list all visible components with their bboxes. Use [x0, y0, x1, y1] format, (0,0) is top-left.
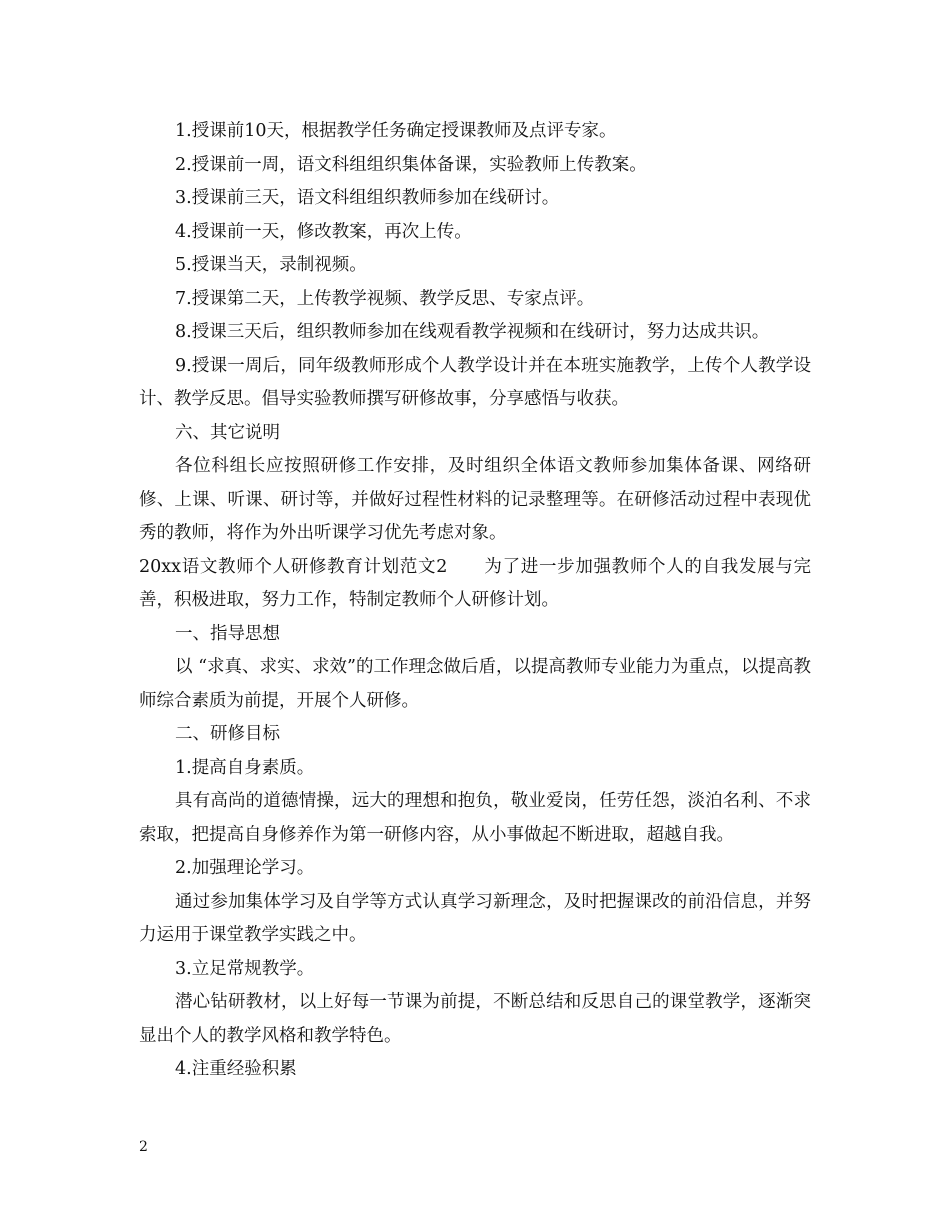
paragraph-step-4: 4.授课前一天，修改教案，再次上传。 [175, 221, 472, 242]
article-title-paragraph: 20xx语文教师个人研修教育计划范文2 为了进一步加强教师个人的自我发展与完善，积极进取，努力工作，特制定教师个人研修计划。 [139, 556, 811, 610]
paragraph-step-7: 7.授课第二天，上传教学视频、教学反思、专家点评。 [175, 288, 595, 309]
paragraph-other-notes: 各位科组长应按照研修工作安排，及时组织全体语文教师参加集体备课、网络研修、上课、听课、研讨等，并做好过程性材料的记录整理等。在研修活动过程中表现优秀的教师，将作为外出听课学习优先考虑对象。 [139, 456, 811, 543]
paragraph-regular-teaching: 潜心钻研教材，以上好每一节课为前提，不断总结和反思自己的课堂教学，逐渐突显出个人的教学风格和教学特色。 [139, 992, 811, 1046]
subheading-theory-study: 2.加强理论学习。 [175, 858, 315, 878]
subheading-improve-quality: 1.提高自身素质。 [175, 757, 315, 778]
subheading-experience: 4.注重经验积累 [175, 1059, 297, 1079]
subheading-regular-teaching: 3.立足常规教学。 [175, 958, 315, 979]
paragraph-step-3: 3.授课前三天，语文科组组织教师参加在线研讨。 [175, 188, 560, 208]
paragraph-theory-study: 通过参加集体学习及自学等方式认真学习新理念，及时把握课改的前沿信息，并努力运用于课堂教学实践之中。 [139, 891, 811, 945]
section-heading-research-goals: 二、研修目标 [175, 724, 280, 744]
paragraph-improve-quality: 具有高尚的道德情操，远大的理想和抱负，敬业爱岗，任劳任怨，淡泊名利、不求索取，把提高自身修养作为第一研修内容，从小事做起不断进取，超越自我。 [139, 791, 811, 845]
page-number: 2 [139, 1139, 148, 1155]
paragraph-step-9: 9.授课一周后，同年级教师形成个人教学设计并在本班实施教学，上传个人教学设计、教学反思。倡导实验教师撰写研修故事，分享感悟与收获。 [139, 355, 811, 409]
section-heading-guiding-ideology: 一、指导思想 [175, 623, 280, 644]
paragraph-guiding-ideology: 以 “求真、求实、求效”的工作理念做后盾，以提高教师专业能力为重点，以提高教师综合素质为前提，开展个人研修。 [139, 657, 811, 711]
document-body [139, 115, 811, 1087]
paragraph-step-1: 1.授课前10天，根据教学任务确定授课教师及点评专家。 [175, 121, 617, 141]
paragraph-step-2: 2.授课前一周，语文科组组织集体备课，实验教师上传教案。 [175, 154, 647, 175]
section-heading-other-notes: 六、其它说明 [175, 422, 280, 443]
paragraph-step-5: 5.授课当天，录制视频。 [175, 255, 367, 275]
paragraph-step-8: 8.授课三天后，组织教师参加在线观看教学视频和在线研讨，努力达成共识。 [175, 322, 770, 342]
